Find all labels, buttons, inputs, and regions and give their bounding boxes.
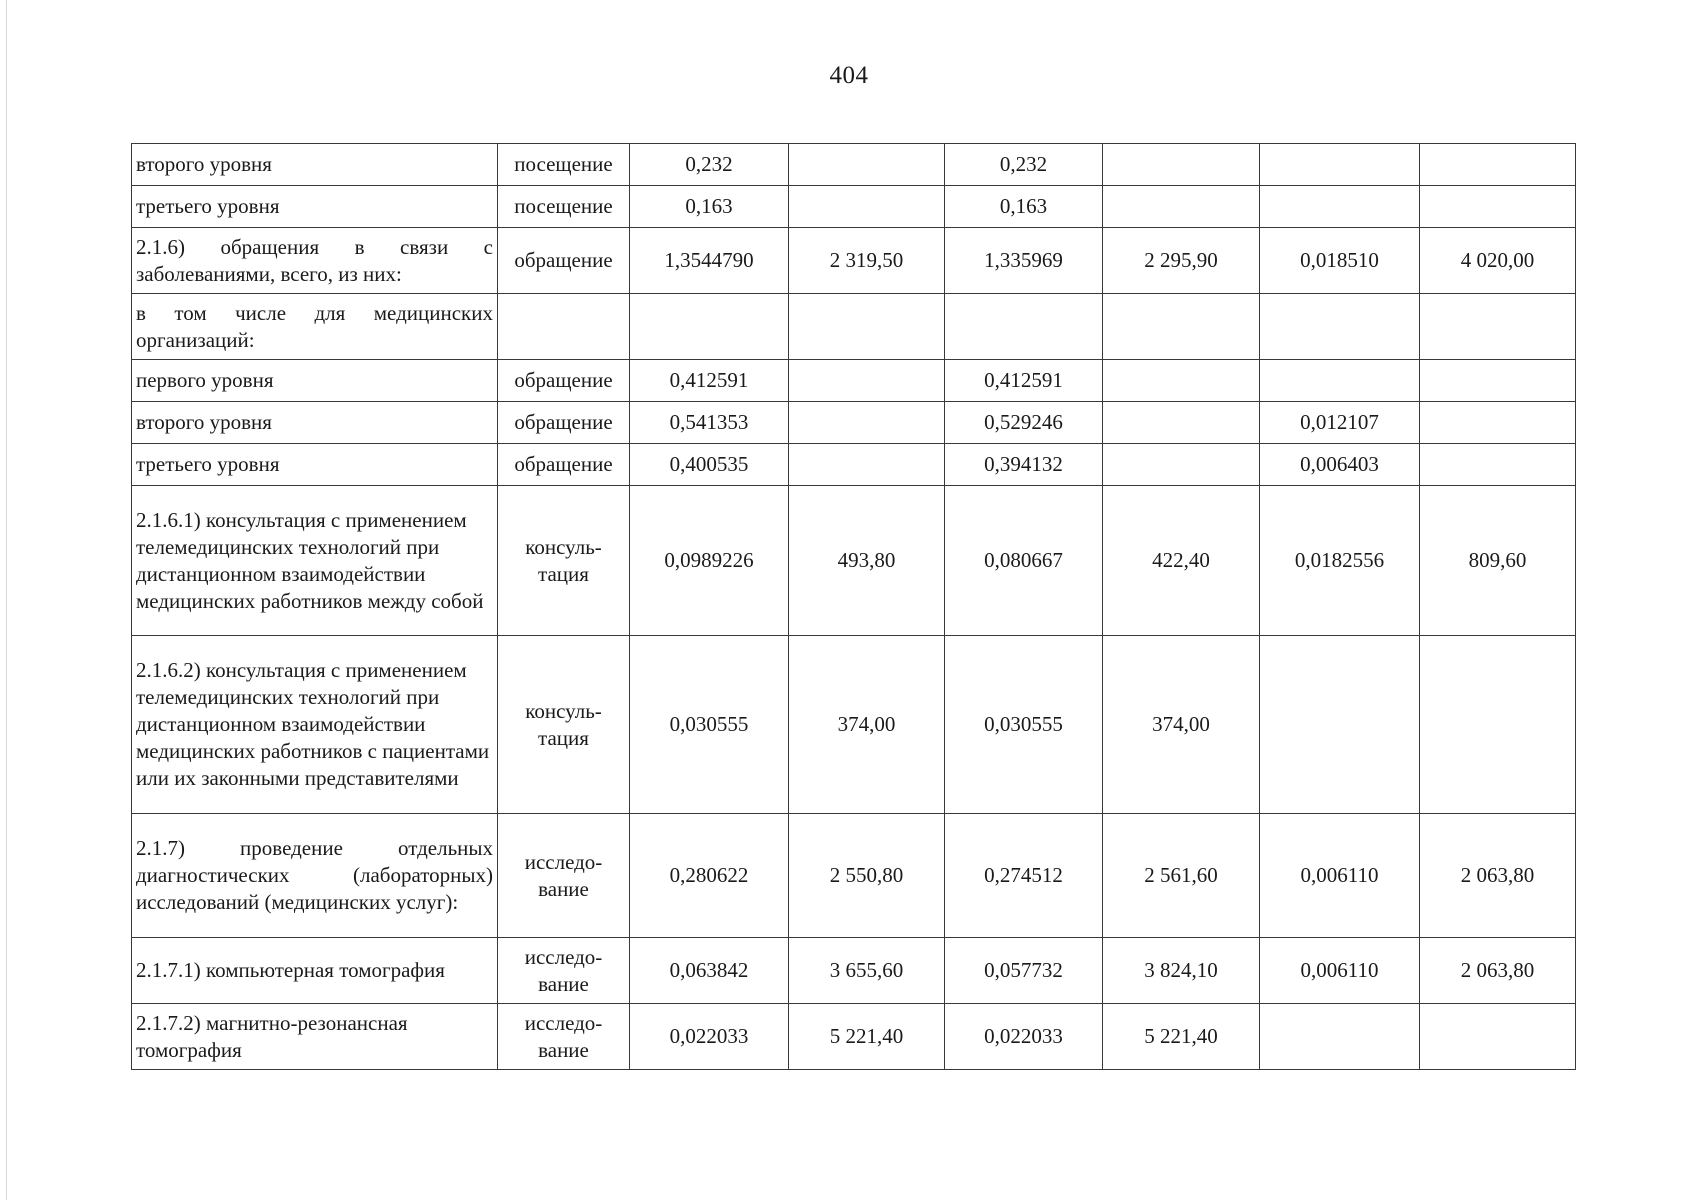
cell-value: 0,080667 xyxy=(945,486,1103,636)
cell-value xyxy=(945,294,1103,360)
cell-value xyxy=(1103,144,1260,186)
table-row xyxy=(132,814,1576,938)
table-row xyxy=(132,294,1576,360)
row-unit: посещение xyxy=(498,186,630,228)
table-row xyxy=(132,1004,1576,1070)
row-unit: посещение xyxy=(498,144,630,186)
cell-value: 493,80 xyxy=(789,486,945,636)
cell-value: 0,163 xyxy=(630,186,789,228)
row-name: 2.1.6.2) консультация с применением телемедицинских технологий при дистанционном взаимодействии медицинских работников с пациентами или их законными представителями xyxy=(132,636,498,814)
table-row xyxy=(132,402,1576,444)
table-row xyxy=(132,486,1576,636)
cell-value xyxy=(789,144,945,186)
table-row xyxy=(132,636,1576,814)
cell-value xyxy=(1260,294,1420,360)
cell-value: 2 561,60 xyxy=(1103,814,1260,938)
row-name: в том числе для медицинских организаций: xyxy=(132,294,498,360)
cell-value xyxy=(1103,294,1260,360)
cell-value: 0,057732 xyxy=(945,938,1103,1004)
row-unit xyxy=(498,294,630,360)
cell-value: 2 550,80 xyxy=(789,814,945,938)
cell-value xyxy=(789,360,945,402)
table-row xyxy=(132,228,1576,294)
cell-value: 0,394132 xyxy=(945,444,1103,486)
cell-value xyxy=(1103,186,1260,228)
cell-value: 0,006403 xyxy=(1260,444,1420,486)
table-row xyxy=(132,444,1576,486)
data-table xyxy=(131,143,1576,1070)
cell-value: 0,541353 xyxy=(630,402,789,444)
cell-value: 0,006110 xyxy=(1260,938,1420,1004)
cell-value xyxy=(789,402,945,444)
row-unit: обращение xyxy=(498,444,630,486)
row-name: 2.1.6.1) консультация с применением телемедицинских технологий при дистанционном взаимодействии медицинских работников между собой xyxy=(132,486,498,636)
cell-value: 0,012107 xyxy=(1260,402,1420,444)
cell-value: 809,60 xyxy=(1420,486,1576,636)
cell-value: 0,030555 xyxy=(945,636,1103,814)
cell-value xyxy=(1260,1004,1420,1070)
cell-value xyxy=(1420,144,1576,186)
row-name: 2.1.7.2) магнитно-резонансная томография xyxy=(132,1004,498,1070)
cell-value: 374,00 xyxy=(789,636,945,814)
cell-value xyxy=(1420,636,1576,814)
cell-value: 2 295,90 xyxy=(1103,228,1260,294)
cell-value: 0,274512 xyxy=(945,814,1103,938)
cell-value: 5 221,40 xyxy=(789,1004,945,1070)
row-unit: обращение xyxy=(498,402,630,444)
row-name: третьего уровня xyxy=(132,186,498,228)
cell-value xyxy=(1103,402,1260,444)
cell-value: 0,232 xyxy=(945,144,1103,186)
cell-value xyxy=(630,294,789,360)
row-name: второго уровня xyxy=(132,402,498,444)
cell-value: 0,022033 xyxy=(630,1004,789,1070)
row-unit: консуль- тация xyxy=(498,486,630,636)
cell-value xyxy=(1260,636,1420,814)
row-unit: исследо- вание xyxy=(498,814,630,938)
cell-value: 0,232 xyxy=(630,144,789,186)
cell-value: 3 655,60 xyxy=(789,938,945,1004)
cell-value xyxy=(789,294,945,360)
row-unit: обращение xyxy=(498,360,630,402)
cell-value: 0,0182556 xyxy=(1260,486,1420,636)
row-name: 2.1.6) обращения в связи с заболеваниями, всего, из них: xyxy=(132,228,498,294)
cell-value xyxy=(789,444,945,486)
table-row xyxy=(132,144,1576,186)
row-name: 2.1.7.1) компьютерная томография xyxy=(132,938,498,1004)
cell-value: 0,163 xyxy=(945,186,1103,228)
cell-value: 2 063,80 xyxy=(1420,938,1576,1004)
page-edge-line xyxy=(6,0,7,1200)
row-unit: обращение xyxy=(498,228,630,294)
cell-value: 0,529246 xyxy=(945,402,1103,444)
cell-value: 0,022033 xyxy=(945,1004,1103,1070)
cell-value: 0,030555 xyxy=(630,636,789,814)
row-unit: исследо- вание xyxy=(498,1004,630,1070)
cell-value xyxy=(1103,444,1260,486)
cell-value: 1,335969 xyxy=(945,228,1103,294)
cell-value xyxy=(1260,186,1420,228)
row-name: первого уровня xyxy=(132,360,498,402)
table-row xyxy=(132,938,1576,1004)
cell-value xyxy=(1420,1004,1576,1070)
table-row xyxy=(132,360,1576,402)
cell-value: 3 824,10 xyxy=(1103,938,1260,1004)
cell-value xyxy=(1260,360,1420,402)
cell-value: 0,0989226 xyxy=(630,486,789,636)
cell-value xyxy=(789,186,945,228)
cell-value xyxy=(1420,444,1576,486)
cell-value xyxy=(1420,294,1576,360)
cell-value: 374,00 xyxy=(1103,636,1260,814)
cell-value xyxy=(1420,360,1576,402)
cell-value xyxy=(1103,360,1260,402)
row-name: третьего уровня xyxy=(132,444,498,486)
row-name: второго уровня xyxy=(132,144,498,186)
page-number: 404 xyxy=(829,62,869,89)
cell-value: 2 319,50 xyxy=(789,228,945,294)
cell-value: 5 221,40 xyxy=(1103,1004,1260,1070)
cell-value: 0,280622 xyxy=(630,814,789,938)
cell-value: 422,40 xyxy=(1103,486,1260,636)
cell-value xyxy=(1420,186,1576,228)
cell-value: 0,412591 xyxy=(630,360,789,402)
row-name: 2.1.7) проведение отдельных диагностических (лабораторных) исследований (медицинских услуг): xyxy=(132,814,498,938)
cell-value xyxy=(1420,402,1576,444)
cell-value: 0,400535 xyxy=(630,444,789,486)
cell-value: 0,018510 xyxy=(1260,228,1420,294)
row-unit: консуль- тация xyxy=(498,636,630,814)
cell-value: 4 020,00 xyxy=(1420,228,1576,294)
cell-value: 0,412591 xyxy=(945,360,1103,402)
cell-value: 0,006110 xyxy=(1260,814,1420,938)
cell-value: 2 063,80 xyxy=(1420,814,1576,938)
row-unit: исследо- вание xyxy=(498,938,630,1004)
cell-value: 0,063842 xyxy=(630,938,789,1004)
cell-value xyxy=(1260,144,1420,186)
table-row xyxy=(132,186,1576,228)
cell-value: 1,3544790 xyxy=(630,228,789,294)
